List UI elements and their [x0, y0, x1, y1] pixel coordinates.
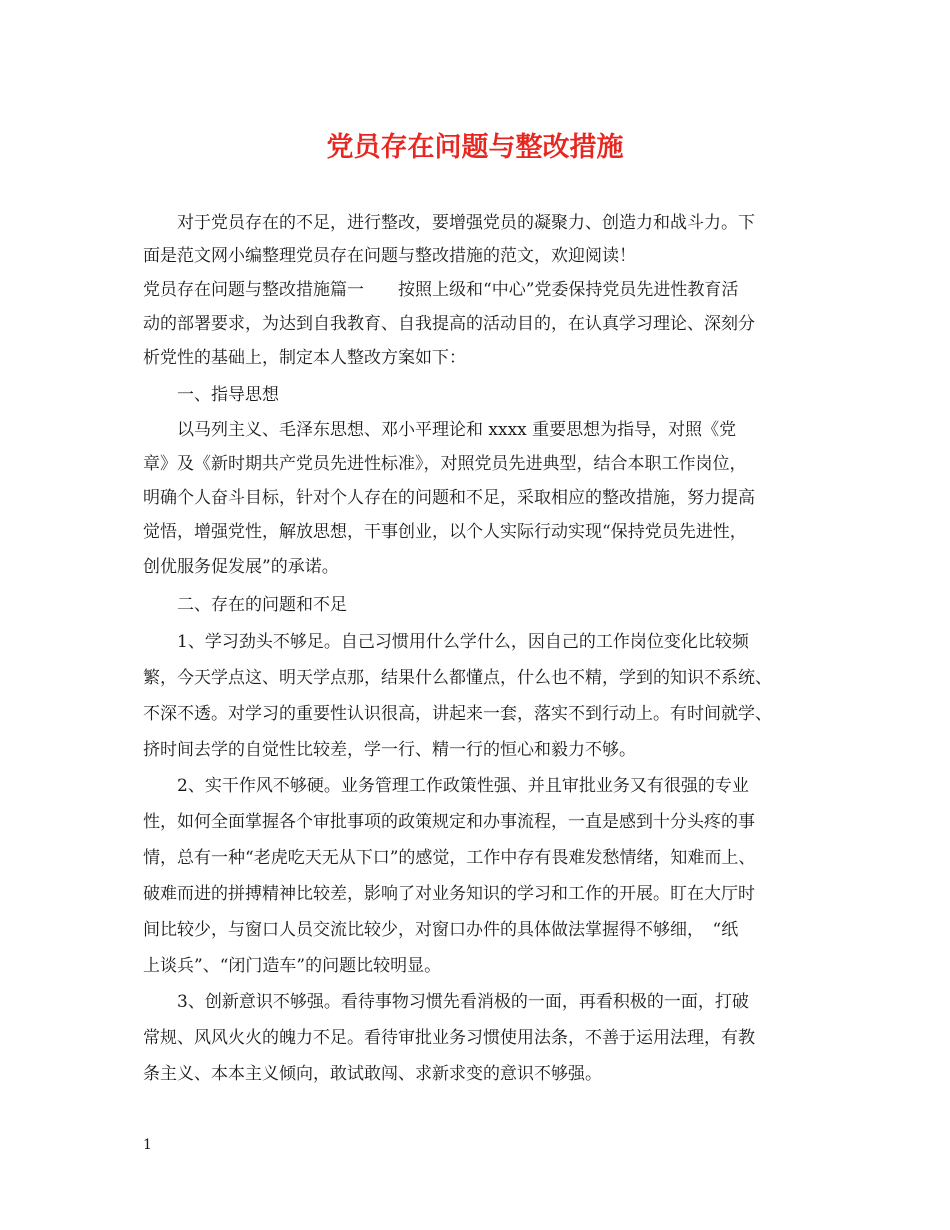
body-line: 间比较少，与窗口人员交流比较少，对窗口办件的具体做法掌握得不够细， “纸 — [143, 920, 739, 940]
body-line: 以马列主义、毛泽东思想、邓小平理论和 xxxx 重要思想为指导，对照《党 — [143, 420, 737, 440]
body-line: 挤时间去学的自觉性比较差，学一行、精一行的恒心和毅力不够。 — [143, 740, 636, 760]
body-line: 繁，今天学点这、明天学点那，结果什么都懂点，什么也不精，学到的知识不系统、 — [143, 668, 772, 688]
body-line: 对于党员存在的不足，进行整改，要增强党员的凝聚力、创造力和战斗力。下 — [143, 213, 755, 233]
body-line: 上谈兵”、“闭门造车”的问题比较明显。 — [143, 956, 442, 976]
body-line: 明确个人奋斗目标，针对个人存在的问题和不足，采取相应的整改措施，努力提高 — [143, 488, 755, 508]
body-line: 条主义、本本主义倾向，敢试敢闯、求新求变的意识不够强。 — [143, 1064, 602, 1084]
page-number: 1 — [143, 1137, 152, 1153]
body-line: 章》及《新时期共产党员先进性标准》，对照党员先进典型，结合本职工作岗位， — [143, 454, 747, 474]
body-line: 面是范文网小编整理党员存在问题与整改措施的范文，欢迎阅读！ — [143, 246, 636, 266]
body-line: 破难而进的拼搏精神比较差，影响了对业务知识的学习和工作的开展。盯在大厅时 — [143, 884, 755, 904]
body-line: 不深不透。对学习的重要性认识很高，讲起来一套，落实不到行动上。有时间就学、 — [143, 704, 772, 724]
body-line: 一、指导思想 — [143, 385, 279, 405]
body-line: 常规、风风火火的魄力不足。看待审批业务习惯使用法条，不善于运用法理，有教 — [143, 1028, 755, 1048]
body-line: 性，如何全面掌握各个审批事项的政策规定和办事流程，一直是感到十分头疼的事 — [143, 812, 755, 832]
body-line: 创优服务促发展”的承诺。 — [143, 557, 339, 577]
body-line: 动的部署要求，为达到自我教育、自我提高的活动目的，在认真学习理论、深刻分 — [143, 314, 755, 334]
body-line: 3、创新意识不够强。看待事物习惯先看消极的一面，再看积极的一面，打破 — [143, 992, 749, 1012]
body-line: 情，总有一种“老虎吃天无从下口”的感觉，工作中存有畏难发愁情绪，知难而上、 — [143, 848, 756, 868]
body-line: 觉悟，增强党性，解放思想，干事创业，以个人实际行动实现“保持党员先进性， — [143, 522, 747, 542]
body-line: 党员存在问题与整改措施篇一 按照上级和“中心”党委保持党员先进性教育活 — [143, 280, 739, 300]
body-line: 析党性的基础上，制定本人整改方案如下： — [143, 348, 466, 368]
body-line: 2、实干作风不够硬。业务管理工作政策性强、并且审批业务又有很强的专业 — [143, 776, 749, 796]
body-line: 1、学习劲头不够足。自己习惯用什么学什么，因自己的工作岗位变化比较频 — [143, 632, 749, 652]
body-line: 二、存在的问题和不足 — [143, 595, 347, 615]
document-title: 党员存在问题与整改措施 — [326, 132, 624, 163]
